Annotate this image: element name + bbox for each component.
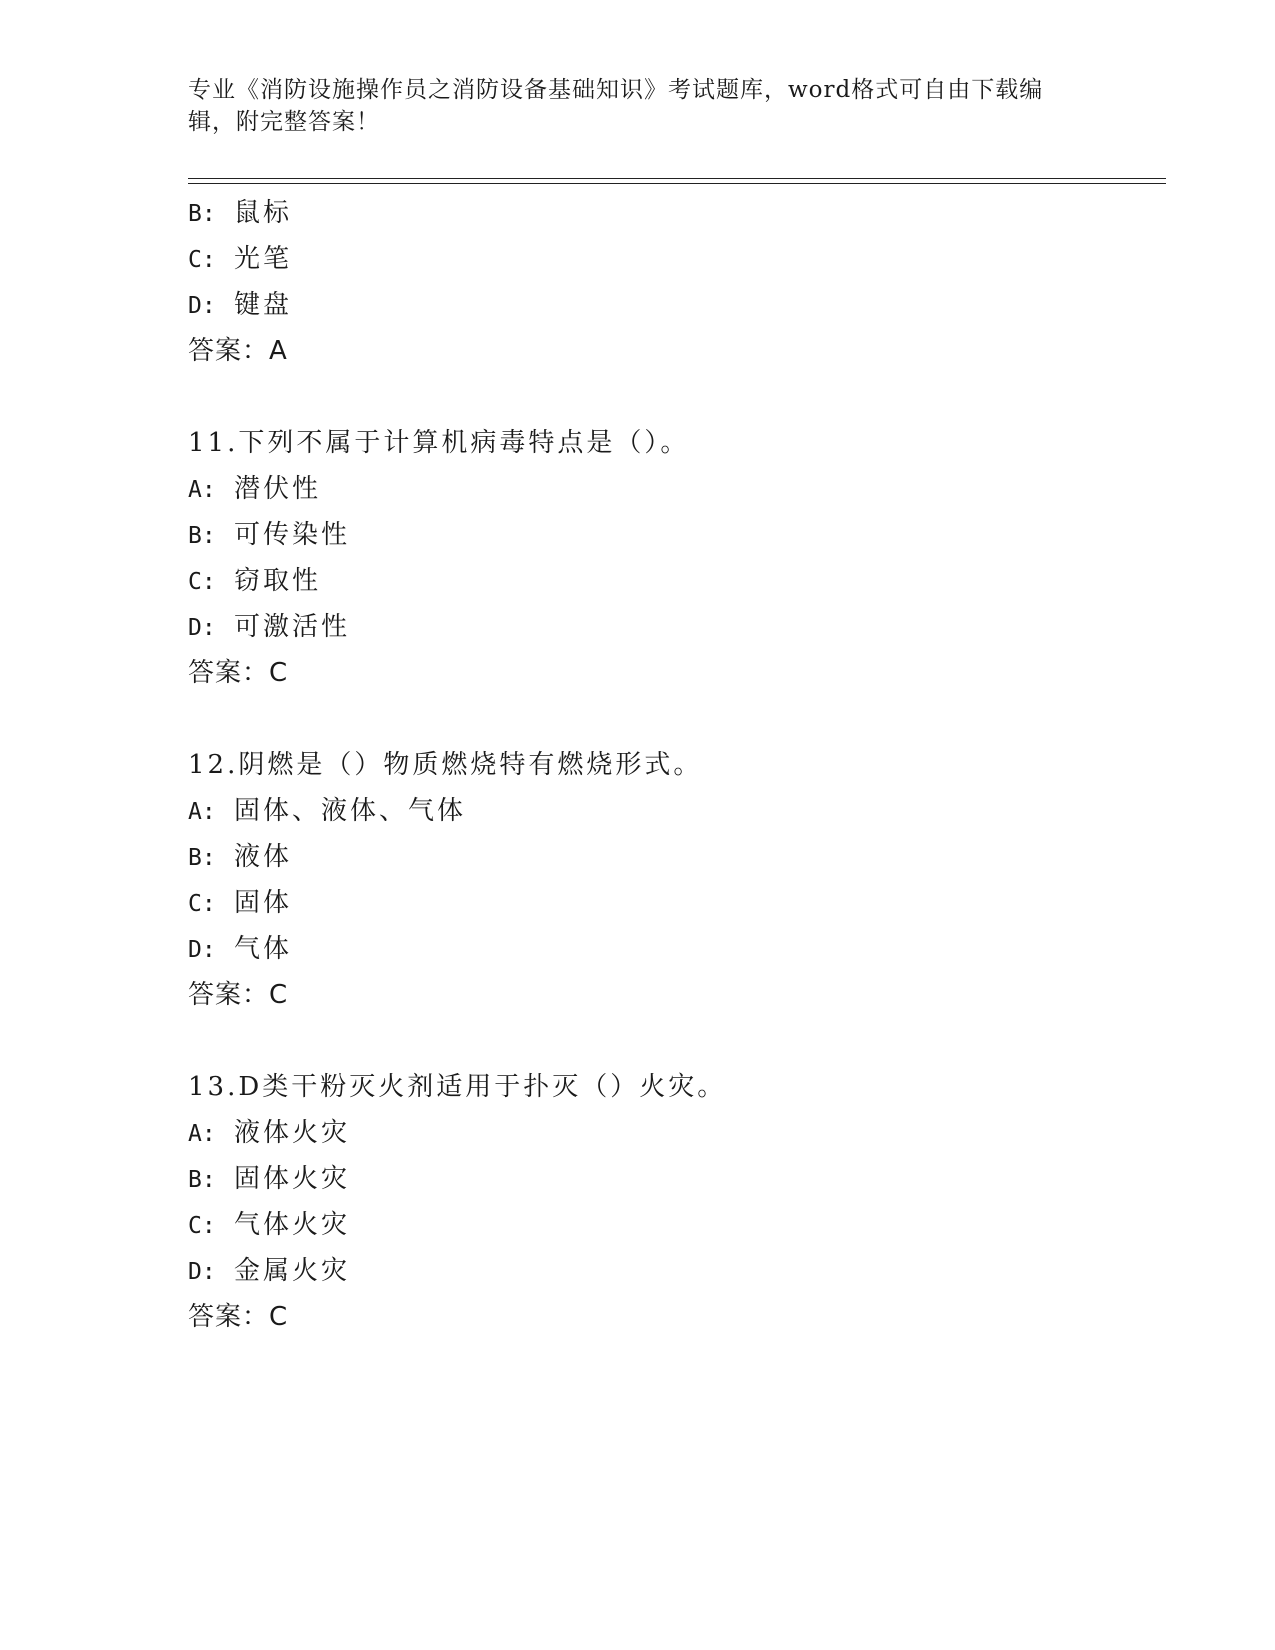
option-d: D: 可激活性 (188, 612, 351, 642)
question-text: 12.阴燃是（）物质燃烧特有燃烧形式。 (188, 750, 703, 780)
option-b: B: 可传染性 (188, 520, 351, 550)
option-a: A: 潜伏性 (188, 474, 322, 504)
question-block-11 (188, 420, 1148, 696)
option-a: A: 固体、液体、气体 (188, 796, 467, 826)
option-b: B: 液体 (188, 842, 293, 872)
answer: 答案：C (188, 980, 289, 1010)
header-divider-bottom (188, 183, 1166, 184)
answer: 答案：C (188, 658, 289, 688)
question-block-13 (188, 1064, 1148, 1340)
answer: 答案：A (188, 336, 288, 366)
option-b: B: 固体火灾 (188, 1164, 351, 1194)
option-c: C: 气体火灾 (188, 1210, 351, 1240)
option-c: C: 光笔 (188, 244, 293, 274)
question-text: 11.下列不属于计算机病毒特点是（）。 (188, 428, 690, 458)
answer: 答案：C (188, 1302, 289, 1332)
option-c: C: 固体 (188, 888, 293, 918)
document-header (188, 74, 1088, 138)
option-d: D: 气体 (188, 934, 293, 964)
option-d: D: 金属火灾 (188, 1256, 351, 1286)
header-divider-top (188, 178, 1166, 179)
option-a: A: 液体火灾 (188, 1118, 351, 1148)
option-b: B: 鼠标 (188, 198, 293, 228)
question-list (188, 190, 1148, 1340)
question-block-10 (188, 190, 1148, 374)
header-title: 专业《消防设施操作员之消防设备基础知识》考试题库，word格式可自由下载编辑，附完整答案！ (188, 77, 1044, 135)
question-block-12 (188, 742, 1148, 1018)
option-c: C: 窃取性 (188, 566, 322, 596)
option-d: D: 键盘 (188, 290, 293, 320)
question-text: 13.D类干粉灭火剂适用于扑灭（）火灾。 (188, 1072, 727, 1102)
